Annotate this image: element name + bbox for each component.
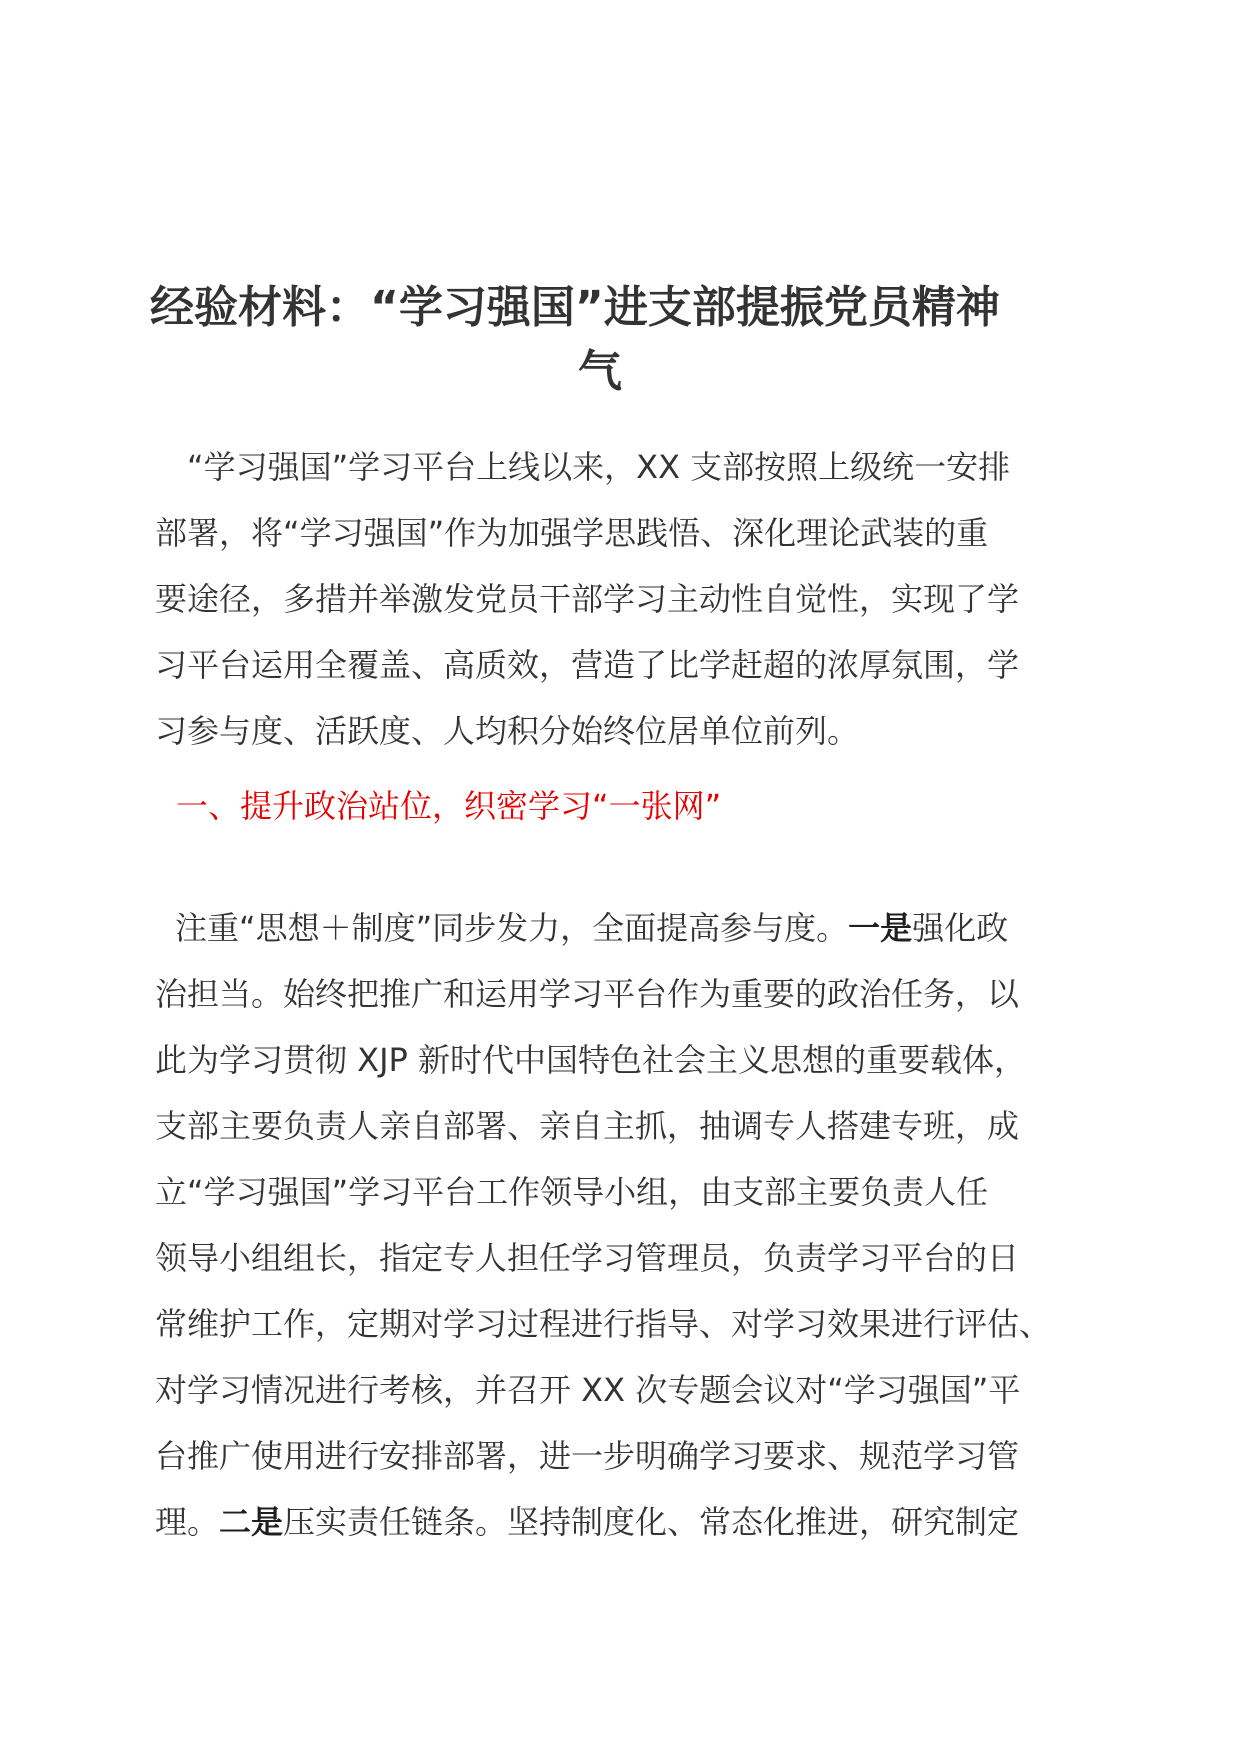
section-1-line-2: 治担当。始终把推广和运用学习平台作为重要的政治任务，以 <box>155 975 1020 1013</box>
point-one-label: 一是 <box>848 909 913 947</box>
section-1-line-8: 对学习情况进行考核，并召开 XX 次专题会议对“学习强国”平 <box>155 1371 1021 1409</box>
section-1-line-5: 立“学习强国”学习平台工作领导小组，由支部主要负责人任 <box>155 1173 989 1211</box>
intro-line-4: 习平台运用全覆盖、高质效，营造了比学赶超的浓厚氛围，学 <box>155 646 1020 684</box>
intro-line-1: “学习强国”学习平台上线以来，XX 支部按照上级统一安排 <box>187 448 1011 486</box>
line-1-text-b: 强化政 <box>912 909 1009 947</box>
section-1-line-4: 支部主要负责人亲自部署、亲自主抓，抽调专人搭建专班，成 <box>155 1107 1020 1145</box>
section-1-line-3: 此为学习贯彻 XJP 新时代中国特色社会主义思想的重要载体， <box>155 1041 1027 1079</box>
section-1-line-1 <box>155 895 1085 961</box>
intro-line-5: 习参与度、活跃度、人均积分始终位居单位前列。 <box>155 712 860 750</box>
title-line-1: 经验材料：“学习强国”进支部提振党员精神 <box>150 282 1000 333</box>
line-1-text-a: 注重“思想＋制度”同步发力，全面提高参与度。 <box>175 909 849 947</box>
section-1-line-9: 台推广使用进行安排部署，进一步明确学习要求、规范学习管 <box>155 1437 1020 1475</box>
section-1-line-7: 常维护工作，定期对学习过程进行指导、对学习效果进行评估、 <box>155 1305 1052 1343</box>
last-line-text-b: 压实责任链条。坚持制度化、常态化推进，研究制定 <box>283 1503 1020 1541</box>
section-1-line-10 <box>155 1489 1085 1555</box>
intro-line-3: 要途径，多措并举激发党员干部学习主动性自觉性，实现了学 <box>155 580 1020 618</box>
last-line-text-a: 理。 <box>155 1503 220 1541</box>
document-title <box>150 276 1090 404</box>
intro-paragraph <box>155 434 1085 764</box>
section-1-paragraph <box>155 895 1085 1555</box>
section-1-line-6: 领导小组组长，指定专人担任学习管理员，负责学习平台的日 <box>155 1239 1020 1277</box>
intro-line-2: 部署，将“学习强国”作为加强学思践悟、深化理论武装的重 <box>155 514 989 552</box>
point-two-label: 二是 <box>219 1503 284 1541</box>
section-1-heading: 一、提升政治站位，织密学习“一张网” <box>176 787 722 825</box>
title-line-2: 气 <box>578 346 622 397</box>
